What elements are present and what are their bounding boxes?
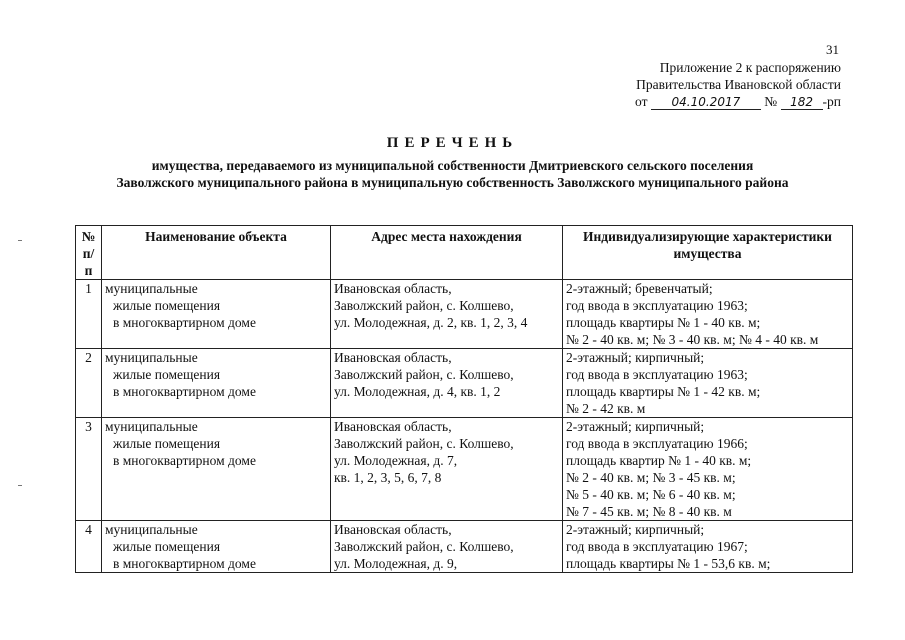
row-num: 2 [76, 349, 102, 418]
document-subtitle [0, 157, 905, 191]
address-line: Заволжский район, с. Колшево, [334, 539, 514, 554]
name-line: в многоквартирном доме [113, 556, 256, 571]
table-header-row [76, 226, 853, 280]
name-line: в многоквартирном доме [113, 453, 256, 468]
address-line: Заволжский район, с. Колшево, [334, 367, 514, 382]
characteristic-line: год ввода в эксплуатацию 1966; [566, 436, 748, 451]
appendix-line-2: Правительства Ивановской области [636, 77, 841, 92]
page-number: 31 [826, 42, 839, 57]
table-row [76, 521, 853, 573]
property-table [75, 225, 853, 573]
row-characteristics [563, 349, 853, 418]
address-line: Ивановская область, [334, 281, 452, 296]
characteristic-line: № 7 - 45 кв. м; № 8 - 40 кв. м [566, 504, 732, 519]
address-line: Заволжский район, с. Колшево, [334, 298, 514, 313]
handwritten-number: 182 [781, 95, 823, 110]
name-line: муниципальные [105, 350, 198, 365]
subtitle-line-1: имущества, передаваемого из муниципальной собственности Дмитриевского сельского поселения [151, 158, 754, 173]
row-characteristics [563, 521, 853, 573]
number-label: № [764, 94, 778, 109]
characteristic-line: № 5 - 40 кв. м; № 6 - 40 кв. м; [566, 487, 736, 502]
address-line: Ивановская область, [334, 350, 452, 365]
name-line: муниципальные [105, 281, 198, 296]
name-line: в многоквартирном доме [113, 384, 256, 399]
header-name: Наименование объекта [102, 226, 331, 280]
row-characteristics [563, 418, 853, 521]
address-line: кв. 1, 2, 3, 5, 6, 7, 8 [334, 470, 442, 485]
row-address [331, 418, 563, 521]
header-address: Адрес места нахождения [331, 226, 563, 280]
characteristic-line: год ввода в эксплуатацию 1967; [566, 539, 748, 554]
row-name [102, 418, 331, 521]
name-line: муниципальные [105, 419, 198, 434]
characteristic-line: площадь квартиры № 1 - 42 кв. м; [566, 384, 761, 399]
row-name [102, 521, 331, 573]
row-address [331, 280, 563, 349]
name-line: жилые помещения [113, 367, 221, 382]
table-row [76, 418, 853, 521]
address-line: ул. Молодежная, д. 4, кв. 1, 2 [334, 384, 501, 399]
characteristic-line: год ввода в эксплуатацию 1963; [566, 298, 748, 313]
address-line: ул. Молодежная, д. 9, [334, 556, 458, 571]
header-characteristics: Индивидуализирующие характеристики имущества [563, 226, 853, 280]
characteristic-line: № 2 - 40 кв. м; № 3 - 45 кв. м; [566, 470, 736, 485]
characteristic-line: площадь квартиры № 1 - 53,6 кв. м; [566, 556, 771, 571]
characteristic-line: 2-этажный; бревенчатый; [566, 281, 713, 296]
row-name [102, 280, 331, 349]
characteristic-line: площадь квартир № 1 - 40 кв. м; [566, 453, 752, 468]
characteristic-line: 2-этажный; кирпичный; [566, 350, 705, 365]
from-label: от [635, 94, 648, 109]
characteristic-line: № 2 - 40 кв. м; № 3 - 40 кв. м; № 4 - 40 кв. м [566, 332, 819, 347]
characteristic-line: год ввода в эксплуатацию 1963; [566, 367, 748, 382]
row-num: 3 [76, 418, 102, 521]
characteristic-line: 2-этажный; кирпичный; [566, 419, 705, 434]
characteristic-line: 2-этажный; кирпичный; [566, 522, 705, 537]
row-num: 4 [76, 521, 102, 573]
header-num: № п/п [76, 226, 102, 280]
row-address [331, 521, 563, 573]
address-line: ул. Молодежная, д. 2, кв. 1, 2, 3, 4 [334, 315, 528, 330]
address-line: ул. Молодежная, д. 7, [334, 453, 458, 468]
row-characteristics [563, 280, 853, 349]
appendix-header [635, 59, 841, 110]
address-line: Ивановская область, [334, 419, 452, 434]
characteristic-line: площадь квартиры № 1 - 40 кв. м; [566, 315, 761, 330]
subtitle-line-2: Заволжского муниципального района в муниципальную собственность Заволжского муниципального района [116, 175, 789, 190]
number-suffix: -рп [822, 94, 841, 109]
table-row [76, 280, 853, 349]
address-line: Заволжский район, с. Колшево, [334, 436, 514, 451]
appendix-date-line [635, 93, 841, 110]
row-name [102, 349, 331, 418]
address-line: Ивановская область, [334, 522, 452, 537]
document-title: ПЕРЕЧЕНЬ [386, 135, 519, 151]
scan-mark [18, 240, 22, 241]
row-address [331, 349, 563, 418]
name-line: жилые помещения [113, 539, 221, 554]
appendix-line-1: Приложение 2 к распоряжению [659, 60, 841, 75]
handwritten-date: 04.10.2017 [651, 95, 761, 110]
name-line: муниципальные [105, 522, 198, 537]
characteristic-line: № 2 - 42 кв. м [566, 401, 646, 416]
row-num: 1 [76, 280, 102, 349]
table-row [76, 349, 853, 418]
name-line: жилые помещения [113, 436, 221, 451]
name-line: в многоквартирном доме [113, 315, 256, 330]
name-line: жилые помещения [113, 298, 221, 313]
scan-mark [18, 485, 22, 486]
